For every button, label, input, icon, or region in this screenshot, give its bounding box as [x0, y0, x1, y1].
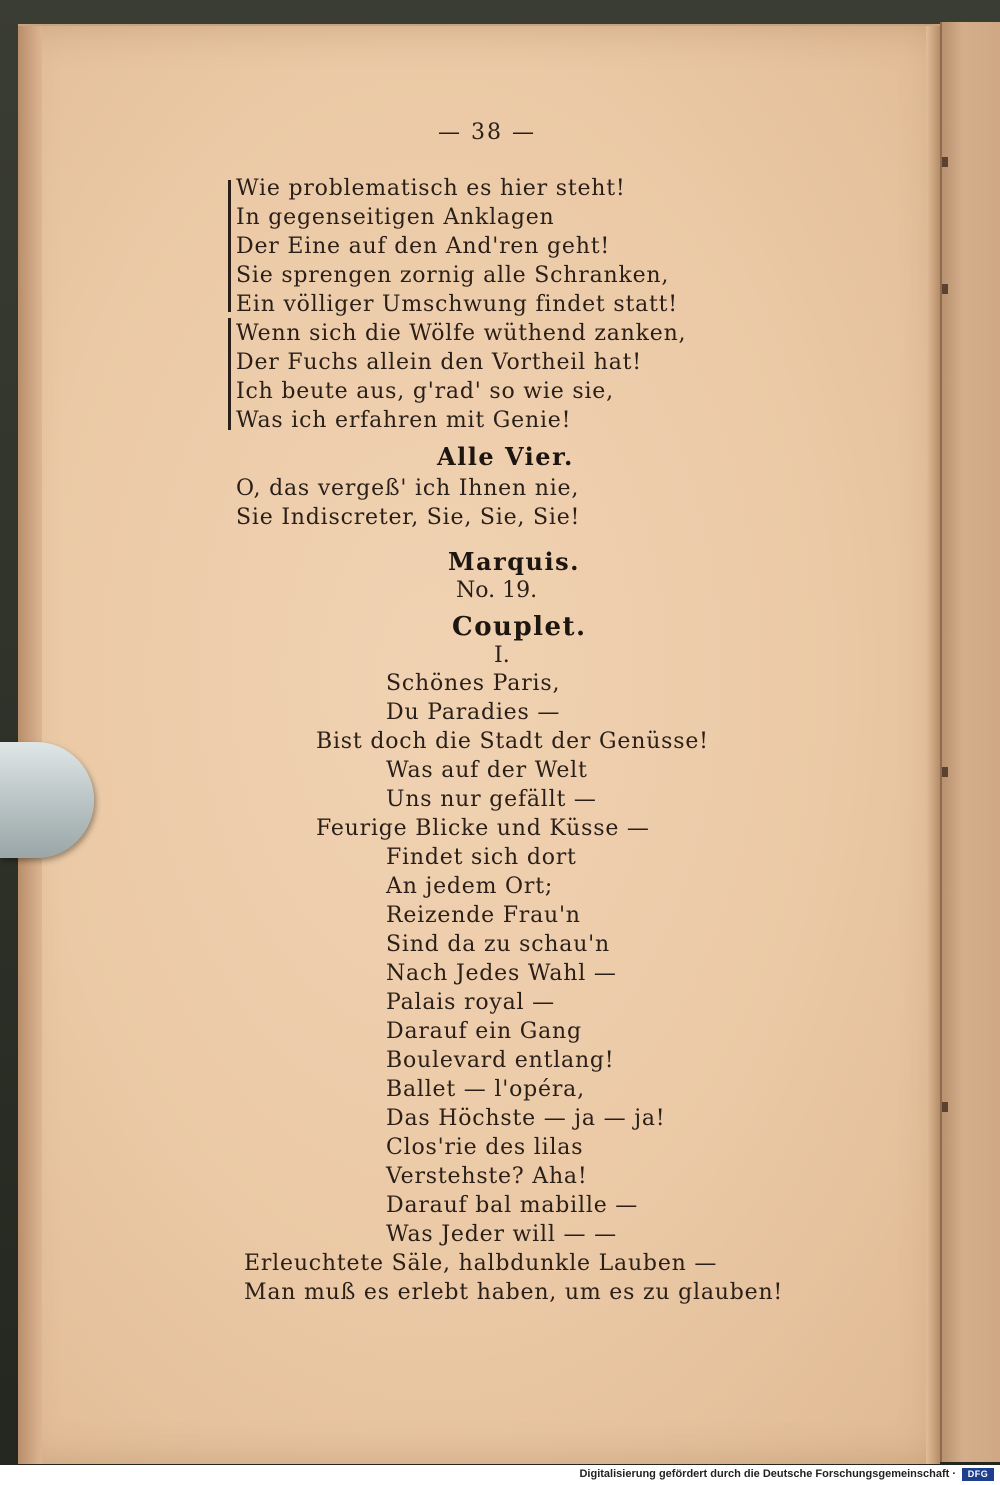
verse-line: Sie Indiscreter, Sie, Sie, Sie! [236, 505, 581, 530]
verse-line: Man muß es erlebt haben, um es zu glauben! [244, 1280, 784, 1305]
verse-line: Wenn sich die Wölfe wüthend zanken, [236, 321, 687, 346]
page-edge-mark [942, 1102, 948, 1112]
page-edge-mark [942, 157, 948, 167]
verse-line: Uns nur gefällt — [386, 787, 597, 812]
verse-line: Feurige Blicke und Küsse — [316, 816, 650, 841]
verse-line: Nach Jedes Wahl — [386, 961, 617, 986]
speaker-heading-alle-vier: Alle Vier. [437, 442, 574, 471]
verse-line: Reizende Frau'n [386, 903, 581, 928]
verse-line: An jedem Ort; [386, 874, 554, 899]
verse-line: Darauf bal mabille — [386, 1193, 639, 1218]
verse-line: Was ich erfahren mit Genie! [236, 408, 572, 433]
adjacent-page-edge [940, 22, 1000, 1462]
verse-line: O, das vergeß' ich Ihnen nie, [236, 476, 580, 501]
verse-line: Bist doch die Stadt der Genüsse! [316, 729, 709, 754]
verse-line: Sind da zu schau'n [386, 932, 610, 957]
page-edge-mark [942, 284, 948, 294]
footer-bar [0, 1465, 1000, 1485]
verse-line: Darauf ein Gang [386, 1019, 582, 1044]
verse-line: Das Höchste — ja — ja! [386, 1106, 666, 1131]
verse-line: Wie problematisch es hier steht! [236, 176, 626, 201]
verse-numeral: I. [494, 643, 510, 668]
verse-line: Ich beute aus, g'rad' so wie sie, [236, 379, 614, 404]
speaker-heading-marquis: Marquis. [448, 547, 580, 576]
verse-line: Schönes Paris, [386, 671, 561, 696]
stanza-bracket-lower [228, 318, 231, 430]
verse-line: Ballet — l'opéra, [386, 1077, 585, 1102]
verse-line: Du Paradies — [386, 700, 561, 725]
number-label: No. 19. [456, 578, 538, 603]
verse-line: Verstehste? Aha! [386, 1164, 588, 1189]
page-edge-shadow [926, 26, 940, 1464]
verse-line: In gegenseitigen Anklagen [236, 205, 555, 230]
section-heading-couplet: Couplet. [452, 612, 587, 642]
verse-line: Sie sprengen zornig alle Schranken, [236, 263, 670, 288]
verse-line: Findet sich dort [386, 845, 577, 870]
page-number: — 38 — [438, 120, 536, 145]
verse-line: Palais royal — [386, 990, 555, 1015]
verse-line: Ein völliger Umschwung findet statt! [236, 292, 678, 317]
verse-line: Clos'rie des lilas [386, 1135, 584, 1160]
verse-line: Erleuchtete Säle, halbdunkle Lauben — [244, 1251, 718, 1276]
stanza-bracket-upper [228, 180, 231, 312]
verse-line: Der Eine auf den And'ren geht! [236, 234, 610, 259]
verse-line: Was auf der Welt [386, 758, 588, 783]
verse-line: Der Fuchs allein den Vortheil hat! [236, 350, 642, 375]
verse-line: Boulevard entlang! [386, 1048, 615, 1073]
page-edge-mark [942, 767, 948, 777]
funding-credit: Digitalisierung gefördert durch die Deutsche Forschungsgemeinschaft · [579, 1468, 956, 1480]
dfg-logo: DFG [962, 1468, 994, 1481]
verse-line: Was Jeder will — — [386, 1222, 617, 1247]
